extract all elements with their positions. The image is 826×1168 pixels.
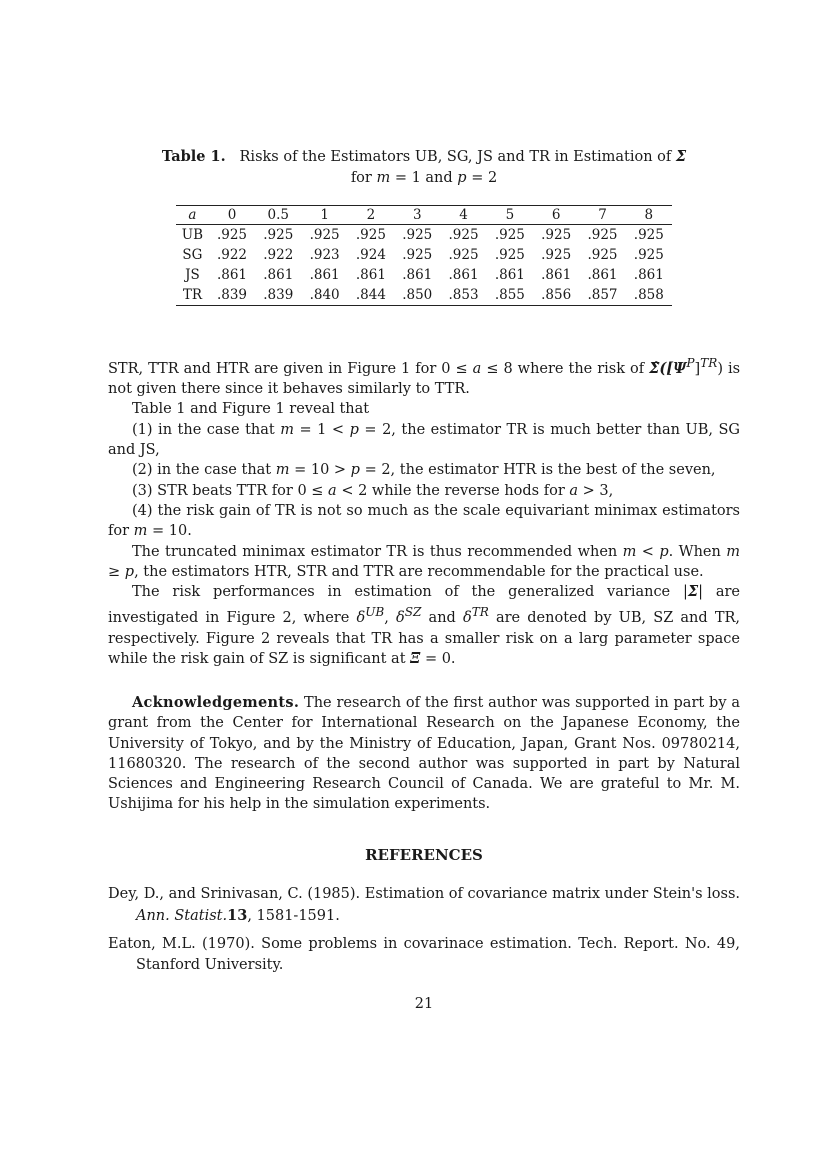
table-cell: .840 [309, 287, 340, 303]
table-header-cell: 0 [227, 207, 237, 223]
acknowledgements-heading: Acknowledgements. [132, 694, 300, 711]
table-cell: .861 [587, 267, 618, 283]
text-run: ] [694, 360, 701, 377]
caption-for-word: for [350, 170, 372, 186]
text-run: = 10 > [294, 462, 347, 479]
text-run: ≥ [108, 563, 121, 580]
math-a: a [472, 360, 482, 377]
table-cell: .861 [541, 267, 572, 283]
text-run: , the estimators HTR, STR and TTR are recommendable for the practical use. [134, 563, 704, 580]
table-cell: .861 [355, 267, 386, 283]
row-label: SG [182, 247, 203, 263]
paragraph-recommendation [108, 542, 740, 583]
table-header-cell: 3 [412, 207, 422, 223]
math-delta: δ [396, 610, 405, 627]
table-cell: .925 [448, 247, 479, 263]
table-header-cell: 2 [366, 207, 376, 223]
text-run: The truncated minimax estimator TR is thus recommended when [132, 543, 618, 560]
paragraph-reveal: Table 1 and Figure 1 reveal that [132, 401, 370, 418]
table-row [176, 245, 672, 265]
table-cell: .858 [633, 287, 664, 303]
paragraph-item-3 [108, 481, 740, 501]
row-label: JS [185, 267, 200, 283]
reference-journal: Ann. Statist. [136, 908, 228, 924]
text-run: ) is not given there since it behaves similarly to TTR. [108, 360, 741, 398]
table-cell: .922 [263, 247, 294, 263]
table-cell: .925 [448, 227, 479, 243]
math-m: m [275, 462, 290, 479]
text-run: are denoted by UB, SZ and TR, respectively. Figure 2 reveals that TR has a smaller risk on a larg parameter space while the risk gain of SZ is significant at [108, 610, 741, 667]
paragraph-figure2 [108, 582, 740, 669]
text-run: (2) in the case that [132, 462, 272, 479]
table-cell: .925 [494, 227, 525, 243]
paragraph-figure1 [108, 353, 740, 399]
text-run: < 2 while the reverse hods for [341, 482, 565, 499]
table-cell: .861 [448, 267, 479, 283]
text-run: (1) in the case that [132, 421, 275, 438]
paragraph-item-1 [108, 420, 740, 461]
math-sup-p: P [686, 356, 695, 370]
acknowledgements [108, 693, 740, 815]
table-header-cell: 8 [644, 207, 654, 223]
math-delta: δ [356, 610, 366, 627]
caption-p-symbol: p [457, 170, 467, 186]
caption-m-symbol: m [376, 170, 391, 186]
caption-sigma-symbol: Σ [675, 148, 687, 165]
row-label: UB [181, 227, 204, 243]
table-cell: .861 [309, 267, 340, 283]
reference-item [108, 884, 740, 927]
table-header-cell: 1 [320, 207, 329, 223]
math-m: m [726, 543, 740, 560]
table-cell: .857 [587, 287, 618, 303]
risk-table [176, 205, 672, 306]
table-cell: .861 [402, 267, 433, 283]
math-a: a [328, 482, 337, 499]
text-run: | are investigated in Figure 2, where [108, 584, 740, 627]
caption-p-eq: = 2 [471, 170, 498, 186]
references-list [108, 884, 740, 983]
row-label: TR [182, 287, 202, 303]
math-sigma-hat: Σ̂([Ψ [649, 359, 687, 377]
table-cell: .925 [541, 227, 572, 243]
math-a: a [569, 482, 579, 499]
table-cell: .925 [633, 227, 664, 243]
reference-pages: , 1581-1591. [247, 908, 340, 924]
math-m: m [622, 543, 637, 560]
table-cell: .855 [494, 287, 525, 303]
math-m: m [280, 421, 294, 438]
math-m: m [133, 523, 148, 540]
text-run: = 2, the estimator HTR is the best of the seven, [364, 462, 716, 479]
table-cell: .925 [587, 247, 618, 263]
table-row [176, 285, 672, 306]
table-header-cell: 6 [551, 207, 561, 223]
table-cell: .844 [355, 287, 386, 303]
table-header-cell: 4 [459, 207, 468, 223]
table-cell: .923 [309, 247, 340, 263]
text-run: = 2, the estimator TR is much better than UB, SG and JS, [108, 421, 741, 459]
table-caption-text: Risks of the Estimators UB, SG, JS and TR in Estimation of [239, 149, 672, 165]
table-cell: .839 [216, 287, 248, 303]
table-cell: .850 [402, 287, 433, 303]
reference-text: Dey, D., and Srinivasan, C. (1985). Estimation of covariance matrix under Stein's loss. [108, 886, 740, 902]
math-sup-tr: TR [700, 356, 718, 370]
reference-volume: 13 [227, 907, 248, 924]
table-cell: .925 [263, 227, 294, 243]
text-run: (4) the risk gain of TR is not so much as the scale equivariant minimax estimators for [108, 502, 740, 540]
table-cell: .925 [309, 227, 340, 243]
math-p: p [659, 543, 669, 560]
references-heading: REFERENCES [365, 846, 483, 864]
math-p: p [349, 421, 359, 438]
table-caption [108, 146, 740, 189]
text-run: ≤ 8 where the risk of [486, 360, 645, 377]
math-p: p [350, 462, 360, 479]
text-run: and [428, 610, 456, 627]
table-cell: .922 [216, 247, 248, 263]
table-cell: .925 [402, 247, 433, 263]
table-cell: .861 [216, 267, 248, 283]
body-text [108, 353, 740, 669]
reference-item [108, 934, 740, 976]
table-row [176, 265, 672, 285]
table-header-cell: 0.5 [267, 207, 290, 223]
table-row [176, 225, 672, 246]
math-sup-tr: TR [471, 605, 489, 620]
table-cell: .925 [216, 227, 248, 243]
table-cell: .861 [263, 267, 294, 283]
reference-text: Eaton, M.L. (1970). Some problems in covarinace estimation. Tech. Report. No. 49, Stanford University. [108, 936, 740, 973]
table-header-cell: 5 [505, 207, 515, 223]
math-xi: Ξ [410, 649, 421, 667]
math-delta: δ [462, 610, 472, 627]
table-cell: .925 [402, 227, 433, 243]
table-caption-label: Table 1. [161, 148, 226, 165]
table-cell: .925 [541, 247, 572, 263]
text-run: = 0. [424, 650, 456, 667]
table-cell: .924 [355, 247, 386, 263]
text-run: . When [668, 543, 721, 560]
text-run: = 10. [152, 523, 192, 540]
table-cell: .861 [633, 267, 664, 283]
table-cell: .856 [541, 287, 572, 303]
table-cell: .925 [633, 247, 664, 263]
table-cell: .925 [355, 227, 386, 243]
text-run: < [641, 543, 654, 560]
table-cell: .925 [587, 227, 618, 243]
math-p: p [124, 563, 135, 580]
text-run: STR, TTR and HTR are given in Figure 1 for 0 ≤ [108, 360, 468, 377]
table-header-row [176, 206, 672, 225]
table-cell: .839 [263, 287, 294, 303]
text-run: > 3, [582, 482, 614, 499]
math-sup-sz: SZ [404, 605, 422, 620]
table-cell: .853 [448, 287, 479, 303]
acknowledgements-text: The research of the first author was supported in part by a grant from the Center for International Research on the Japanese Economy, the University of Tokyo, and by the Ministry of Education, Japan, Grant Nos. 09780214, 11680320. The research of the second author was supported in part by Natural Sciences and Engineering Research Council of Canada. We are grateful to Mr. M. Ushijima for his help in the simulation experiments. [108, 695, 741, 813]
caption-m-eq: = 1 and [394, 170, 453, 186]
table-cell: .925 [494, 247, 525, 263]
paragraph-item-2 [108, 460, 740, 480]
page-number: 21 [414, 996, 434, 1012]
table-cell: .861 [494, 267, 525, 283]
math-sup-ub: UB [365, 605, 385, 620]
text-run: = 1 < [299, 421, 345, 438]
table-header-cell: 7 [598, 207, 607, 223]
text-run: (3) STR beats TTR for 0 ≤ [132, 482, 324, 499]
math-sigma: Σ [687, 583, 699, 601]
text-run: , [384, 610, 389, 627]
text-run: The risk performances in estimation of the generalized variance | [132, 584, 688, 601]
table-header-cell: a [188, 207, 197, 223]
paragraph-item-4 [108, 501, 740, 542]
